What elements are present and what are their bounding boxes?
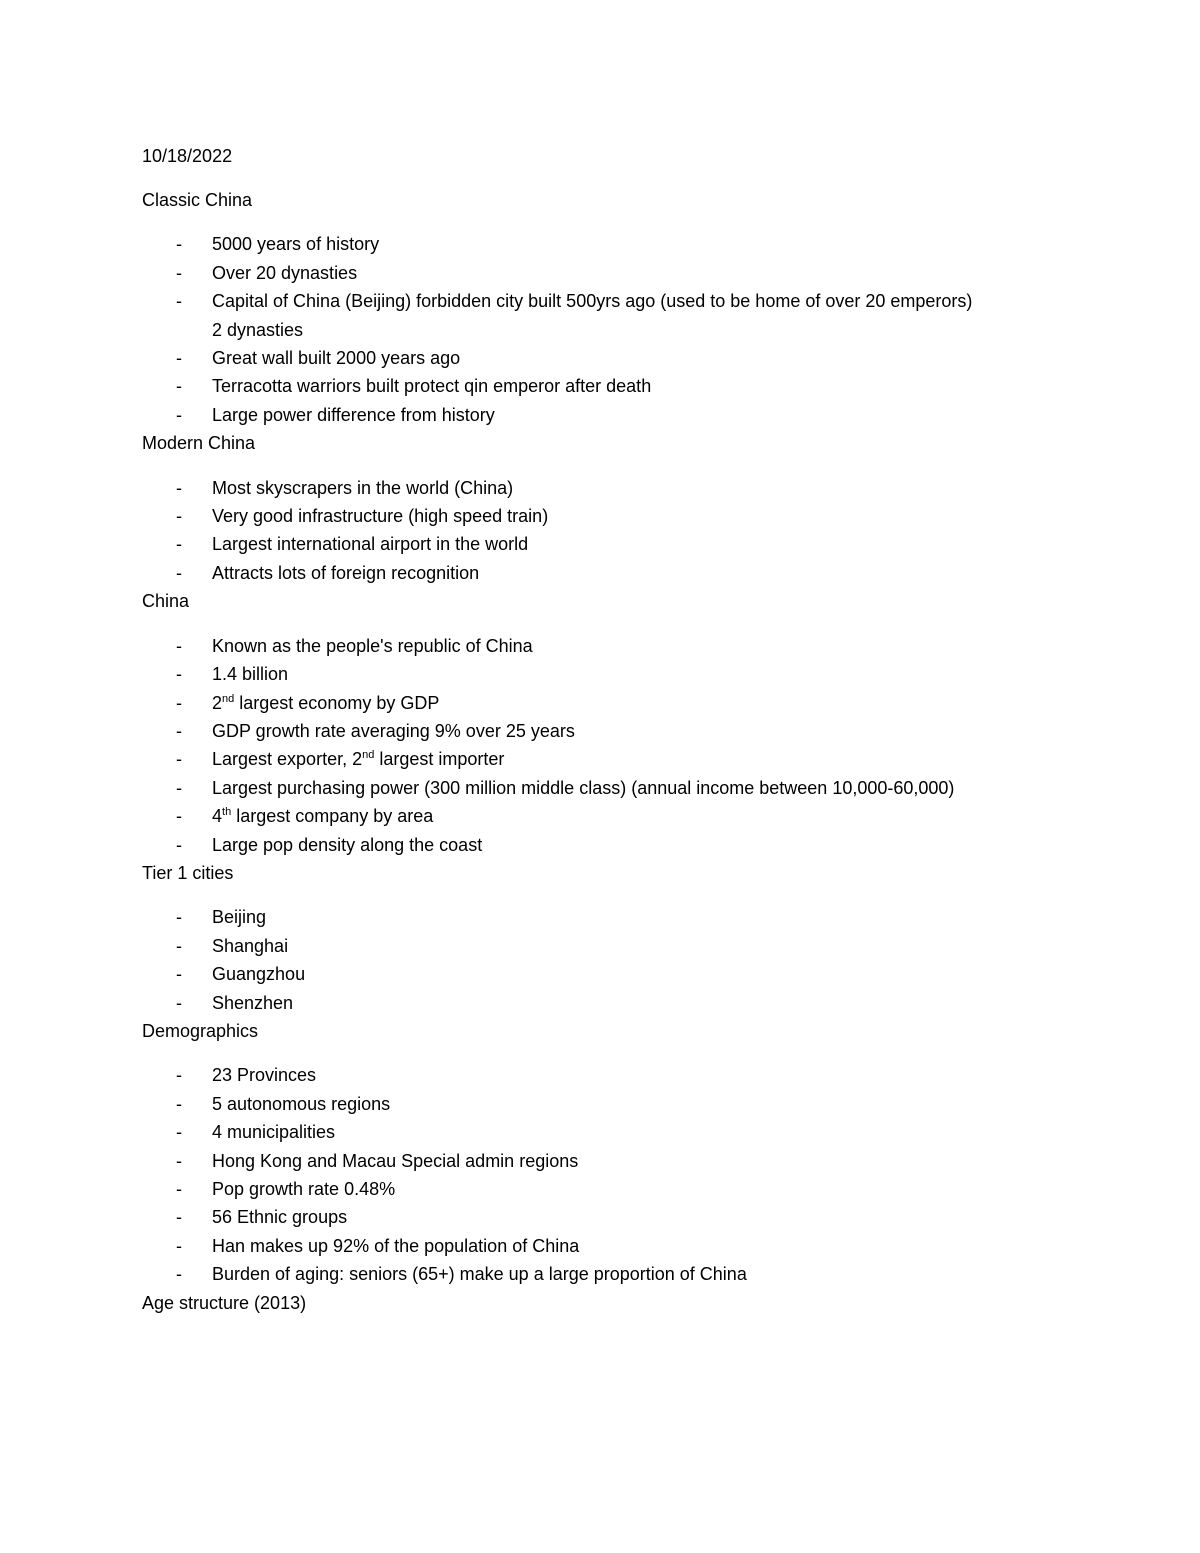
list-item-text: Shenzhen	[212, 992, 294, 1013]
bullet-dash: -	[176, 749, 182, 770]
list-item-text: Largest exporter, 2nd largest importer	[212, 749, 505, 770]
bullet-dash: -	[176, 1093, 182, 1114]
bullet-dash: -	[176, 720, 182, 741]
bullet-dash: -	[176, 834, 182, 855]
bullet-dash: -	[176, 907, 182, 928]
document-date: 10/18/2022	[142, 146, 233, 166]
bullet-dash: -	[176, 664, 182, 685]
list-item-text: Attracts lots of foreign recognition	[212, 562, 480, 583]
superscript: nd	[222, 692, 235, 705]
section-heading: China	[142, 591, 190, 612]
bullet-dash: -	[176, 777, 182, 798]
bullet-dash: -	[176, 404, 182, 425]
list-item	[142, 230, 1102, 258]
list-item-text: Largest purchasing power (300 million middle class) (annual income between 10,000-60,000)	[212, 777, 955, 798]
bullet-dash: -	[176, 234, 182, 255]
list-item-text: Terracotta warriors built protect qin emperor after death	[212, 376, 652, 397]
list-item	[142, 1118, 1102, 1146]
list-item-text: Shanghai	[212, 935, 289, 956]
list-item-continuation: 2 dynasties	[212, 319, 304, 340]
list-item	[142, 502, 1102, 530]
list-item	[142, 287, 1102, 344]
list-item	[142, 1260, 1102, 1288]
list-item	[142, 932, 1102, 960]
bullet-dash: -	[176, 1207, 182, 1228]
list-item	[142, 689, 1102, 717]
list-item	[142, 774, 1102, 802]
bullet-dash: -	[176, 262, 182, 283]
list-item	[142, 1061, 1102, 1089]
list-item-text: Han makes up 92% of the population of China	[212, 1235, 580, 1256]
list-item-text: Hong Kong and Macau Special admin regions	[212, 1150, 579, 1171]
list-item	[142, 632, 1102, 660]
list-item-text: 4th largest company by area	[212, 806, 434, 827]
superscript: th	[222, 806, 232, 819]
bullet-dash: -	[176, 477, 182, 498]
list-item	[142, 372, 1102, 400]
list-item	[142, 344, 1102, 372]
section-heading: Demographics	[142, 1020, 259, 1041]
bullet-dash: -	[176, 635, 182, 656]
bullet-dash: -	[176, 348, 182, 369]
list-item-text: 4 municipalities	[212, 1122, 336, 1143]
list-item	[142, 1232, 1102, 1260]
bullet-dash: -	[176, 291, 182, 312]
list-item-text: Large power difference from history	[212, 404, 495, 425]
list-item	[142, 401, 1102, 429]
list-item-text: GDP growth rate averaging 9% over 25 years	[212, 720, 575, 741]
bullet-dash: -	[176, 964, 182, 985]
list-item	[142, 745, 1102, 773]
section-heading: Age structure (2013)	[142, 1292, 307, 1313]
section-heading: Modern China	[142, 433, 256, 454]
list-item-text: Burden of aging: seniors (65+) make up a large proportion of China	[212, 1264, 747, 1285]
list-item-text: Largest international airport in the world	[212, 534, 529, 555]
list-item	[142, 1090, 1102, 1118]
list-item-text: 56 Ethnic groups	[212, 1207, 348, 1228]
bullet-dash: -	[176, 1065, 182, 1086]
bullet-dash: -	[176, 692, 182, 713]
bullet-dash: -	[176, 376, 182, 397]
bullet-dash: -	[176, 562, 182, 583]
bullet-list	[142, 474, 1102, 588]
list-item-text: Large pop density along the coast	[212, 834, 483, 855]
list-item-text: Great wall built 2000 years ago	[212, 348, 461, 369]
list-item	[142, 530, 1102, 558]
section-heading: Tier 1 cities	[142, 862, 234, 883]
list-item-text: 5000 years of history	[212, 234, 380, 255]
list-item	[142, 903, 1102, 931]
bullet-dash: -	[176, 935, 182, 956]
list-item	[142, 1147, 1102, 1175]
bullet-dash: -	[176, 506, 182, 527]
list-item-text: Capital of China (Beijing) forbidden city built 500yrs ago (used to be home of over 20 emperors)	[212, 291, 973, 312]
bullet-dash: -	[176, 534, 182, 555]
bullet-dash: -	[176, 1122, 182, 1143]
list-item	[142, 259, 1102, 287]
list-item-text: Over 20 dynasties	[212, 262, 358, 283]
list-item	[142, 717, 1102, 745]
list-item	[142, 660, 1102, 688]
bullet-list	[142, 903, 1102, 1017]
list-item-text: Very good infrastructure (high speed train)	[212, 506, 549, 527]
document-page	[142, 142, 1102, 1333]
bullet-dash: -	[176, 1235, 182, 1256]
bullet-dash: -	[176, 1179, 182, 1199]
superscript: nd	[362, 749, 375, 762]
bullet-list	[142, 1061, 1102, 1288]
bullet-list	[142, 632, 1102, 859]
list-item-text: Beijing	[212, 907, 267, 928]
section-heading: Classic China	[142, 190, 253, 210]
bullet-dash: -	[176, 1150, 182, 1171]
list-item	[142, 559, 1102, 587]
list-item-text: Pop growth rate 0.48%	[212, 1179, 396, 1199]
list-item	[142, 1175, 1102, 1203]
list-item-text: Most skyscrapers in the world (China)	[212, 477, 514, 498]
list-item	[142, 989, 1102, 1017]
list-item-text: Known as the people's republic of China	[212, 635, 533, 656]
list-item-text: 2nd largest economy by GDP	[212, 692, 440, 713]
document-body	[142, 186, 1102, 1317]
bullet-dash: -	[176, 1264, 182, 1285]
bullet-list	[142, 230, 1102, 429]
list-item-text: Guangzhou	[212, 964, 306, 985]
list-item-text: 1.4 billion	[212, 664, 289, 685]
list-item	[142, 831, 1102, 859]
bullet-dash: -	[176, 992, 182, 1013]
list-item	[142, 1203, 1102, 1231]
list-item-text: 5 autonomous regions	[212, 1093, 391, 1114]
list-item	[142, 960, 1102, 988]
list-item	[142, 474, 1102, 502]
list-item	[142, 802, 1102, 830]
list-item-text: 23 Provinces	[212, 1065, 317, 1086]
bullet-dash: -	[176, 806, 182, 827]
